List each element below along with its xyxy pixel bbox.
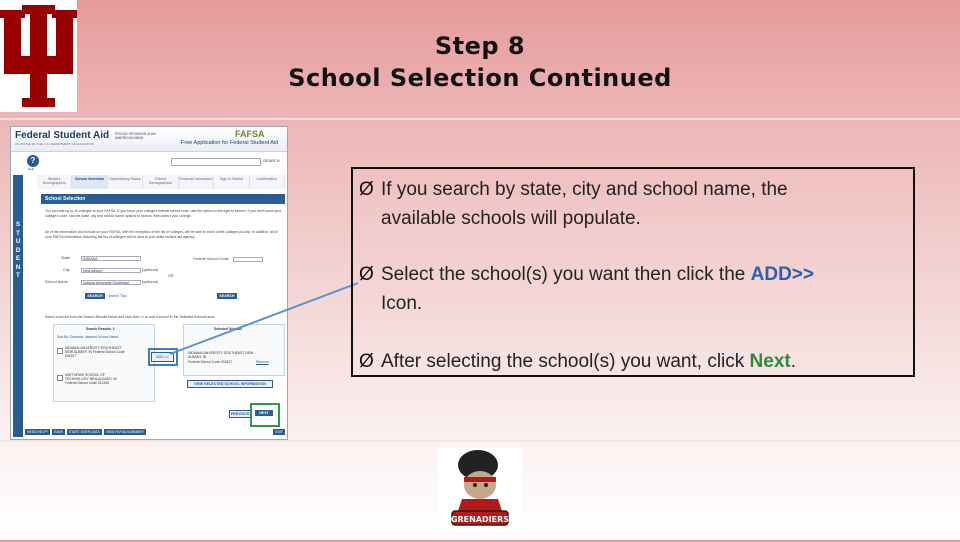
- or-label: OR: [168, 274, 174, 278]
- fafsa-brand: FAFSA: [235, 129, 265, 139]
- section-title: School Selection: [41, 194, 285, 204]
- search-button[interactable]: SEARCH: [85, 293, 105, 299]
- help-icon[interactable]: ?: [27, 155, 39, 167]
- previous-button[interactable]: PREVIOUS: [230, 412, 250, 416]
- city-input[interactable]: New albany: [81, 268, 141, 273]
- view-selected-info-button[interactable]: VIEW SELECTED SCHOOL INFORMATION: [187, 380, 273, 388]
- remove-link[interactable]: Remove: [256, 360, 269, 364]
- tab-confirmation[interactable]: Confirmation: [250, 175, 285, 189]
- school-name-label: School Name: [45, 280, 68, 284]
- title-line-1: Step 8: [434, 32, 526, 60]
- search-link[interactable]: SEARCH: [263, 158, 280, 163]
- next-button[interactable]: NEXT: [255, 410, 273, 416]
- info-paragraph: All of the information you include on your FAFSA, with the exception of the list of colleges, will be sent to each of the colleges you list. In addition, all of your FAFSA information including the list of colleges will be sent to your state student aid agency.: [45, 230, 278, 239]
- dept-text: PROUD SPONSOR of the AMERICAN MIND: [115, 132, 156, 140]
- results-count: Search Results: 2: [86, 327, 115, 331]
- bullet-arrow-icon: Ø: [359, 179, 374, 200]
- next-keyword: Next: [749, 351, 791, 372]
- tab-parent-demographics[interactable]: Parent Demographics: [143, 175, 178, 189]
- state-select[interactable]: INDIANA: [81, 256, 141, 261]
- grenadier-mascot-icon: [438, 447, 522, 537]
- need-help-button[interactable]: NEED HELP?: [27, 430, 49, 434]
- fafsa-brand-sub: Free Application for Federal Student Aid: [181, 140, 279, 146]
- fsa-brand: Federal Student Aid: [15, 130, 110, 141]
- fsa-brand-sub: AN OFFICE OF THE U.S. DEPARTMENT OF EDUCATION: [15, 142, 94, 146]
- result-item: MATTHEWS SCHOOL OF TECHNOLOGY NEW ALBANY, IN Federal School Code 012345: [65, 373, 117, 386]
- save-button[interactable]: SAVE: [54, 430, 63, 434]
- selected-schools-title: Selected Schools: [214, 327, 243, 331]
- state-label: State: [61, 256, 70, 260]
- add-button[interactable]: ADD >>: [151, 352, 174, 362]
- tab-sign-submit[interactable]: Sign & Submit: [214, 175, 249, 189]
- tab-school-selection[interactable]: School Selection: [72, 175, 107, 189]
- student-side-label: S T U D E N T: [13, 175, 23, 437]
- result-item: INDIANA UNIVERSITY SOUTHEAST NEW ALBANY, IN Federal School Code 001817: [65, 346, 125, 359]
- city-optional: (optional): [142, 268, 158, 272]
- bullet-arrow-icon: Ø: [359, 351, 374, 372]
- exit-button[interactable]: EXIT: [275, 430, 283, 434]
- tab-student-demographics[interactable]: Student Demographics: [37, 175, 72, 189]
- bullet-add-info: Ø Select the school(s) you want then click the ADD>> Icon.: [359, 260, 899, 318]
- bullet-next-info: Ø After selecting the school(s) you want, click Next.: [359, 347, 899, 376]
- tab-financial-information[interactable]: Financial Information: [179, 175, 214, 189]
- grenadier-mascot-logo: [438, 447, 522, 537]
- help-label: Help: [28, 167, 35, 171]
- mascot-text: GRENADIERS: [450, 515, 510, 524]
- sort-by-links[interactable]: Sort By: Distance: Nearest School Name: [57, 335, 119, 339]
- selected-school-code: Federal School Code 001817: [188, 360, 233, 364]
- federal-search-button[interactable]: SEARCH: [217, 293, 237, 299]
- intro-paragraph: You can add up to 10 colleges to your FAFSA. If you know your college's federal school code, use the option to the right to search. If you don't know your college's code, use the state, city and school name options to search. Next select your college.: [45, 209, 282, 218]
- federal-code-label: Federal School Code: [193, 257, 229, 261]
- search-tips-link[interactable]: Search Tips: [108, 294, 127, 298]
- city-label: City: [63, 268, 70, 272]
- add-keyword: ADD>>: [750, 264, 814, 285]
- start-over-button[interactable]: START OVER DATA: [68, 430, 100, 434]
- select-note: Select a school from the Search Results below and click Add >> to add a school to the Selected Schools area.: [45, 315, 216, 319]
- title-line-2: School Selection Continued: [288, 64, 672, 92]
- school-optional: (optional): [142, 280, 158, 284]
- instructions-box: [351, 167, 915, 377]
- bullet-search-info: Ø If you search by state, city and school name, the available schools will populate.: [359, 175, 899, 233]
- school-name-input[interactable]: Indiana University Southeast: [81, 280, 141, 285]
- view-summary-button[interactable]: VIEW FAFSA SUMMARY: [105, 430, 145, 434]
- bullet-arrow-icon: Ø: [359, 264, 374, 285]
- tab-dependency-status[interactable]: Dependency Status: [108, 175, 143, 189]
- selected-school-item: INDIANA UNIVERSITY SOUTHEAST NEW ALBANY, IN: [188, 351, 254, 360]
